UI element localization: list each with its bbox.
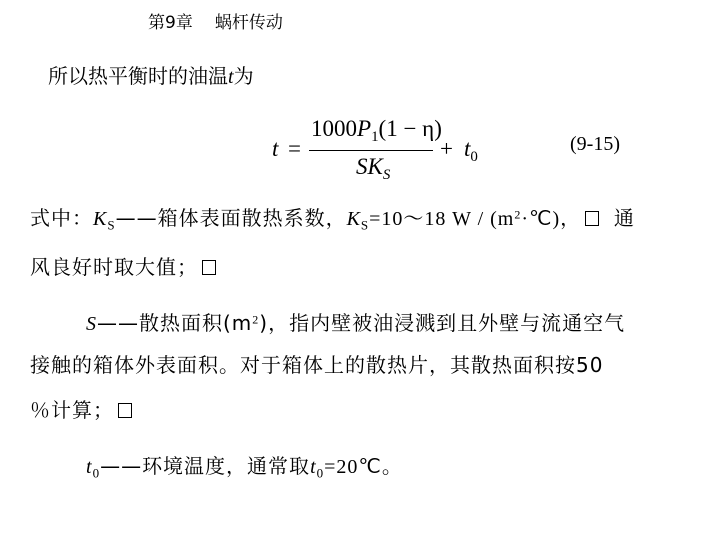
ks-unit: ·℃)， (521, 208, 582, 230)
formula-numerator (311, 116, 442, 146)
ks-cont2: 风良好时取大值； (30, 255, 198, 279)
fraction-bar (309, 150, 433, 151)
ks-sub2: S (360, 217, 370, 233)
numerator-coef: 1000 (311, 116, 357, 141)
ks-var: K (93, 208, 108, 230)
s-sup: 2 (252, 312, 260, 327)
t0-var: t (464, 136, 471, 161)
ks-sup: 2 (514, 207, 522, 222)
formula-denominator (356, 154, 390, 184)
t0-value: =20℃。 (324, 456, 403, 478)
definition-ks-line1 (30, 202, 635, 234)
page-header (148, 8, 283, 33)
intro-sentence (48, 60, 254, 89)
definition-s-line3 (30, 394, 132, 423)
equation-9-15 (272, 110, 532, 190)
t0-def-sub: 0 (92, 465, 101, 481)
formula-plus: + (440, 136, 453, 161)
s-line2: 接触的箱体外表面积。对于箱体上的散热片，其散热面积按50 (30, 353, 604, 377)
denominator-SK: SK (356, 154, 383, 179)
t0-sub: 0 (470, 149, 478, 166)
placeholder-box-icon (585, 211, 599, 226)
intro-text: 所以热平衡时的油温 (48, 64, 228, 88)
s-desc: ——散热面积(m (97, 311, 253, 335)
s-desc2: )，指内壁被油浸溅到且外壁与流通空气 (259, 311, 626, 335)
ks-cont1: 通 (613, 206, 635, 230)
ks-desc: ——箱体表面散热系数， (115, 206, 347, 230)
t0-desc: ——环境温度，通常取 (100, 454, 311, 478)
ks-sub: S (107, 217, 116, 233)
t0-def-sub2: 0 (316, 465, 325, 481)
ks-prefix: 式中： (30, 206, 93, 230)
definition-s-line1 (86, 307, 625, 336)
chapter-label: 第9章 (148, 13, 193, 33)
s-var: S (86, 313, 97, 335)
numerator-rest: (1 − η) (378, 116, 442, 141)
definition-s-line2 (30, 349, 603, 378)
formula-lhs: t (272, 136, 279, 161)
numerator-P-sub: 1 (371, 129, 379, 146)
placeholder-box-icon (118, 403, 132, 418)
placeholder-box-icon (202, 260, 216, 275)
denominator-sub: S (382, 167, 391, 184)
formula-equals: = (288, 136, 301, 161)
intro-tail: 为 (233, 64, 254, 88)
definition-t0-line (86, 450, 403, 482)
s-line3: ％计算； (30, 398, 114, 422)
chapter-title: 蜗杆传动 (214, 13, 283, 33)
numerator-P: P (357, 116, 372, 141)
t0-def-var2: t (310, 456, 317, 478)
equation-number: (9-15) (570, 133, 620, 155)
t0-def-var: t (86, 456, 93, 478)
ks-value: =10～18 W / (m (369, 208, 515, 230)
formula-t0 (464, 136, 478, 166)
ks-var2: K (346, 208, 361, 230)
intro-variable: t (228, 66, 234, 88)
definition-ks-line2 (30, 251, 216, 280)
